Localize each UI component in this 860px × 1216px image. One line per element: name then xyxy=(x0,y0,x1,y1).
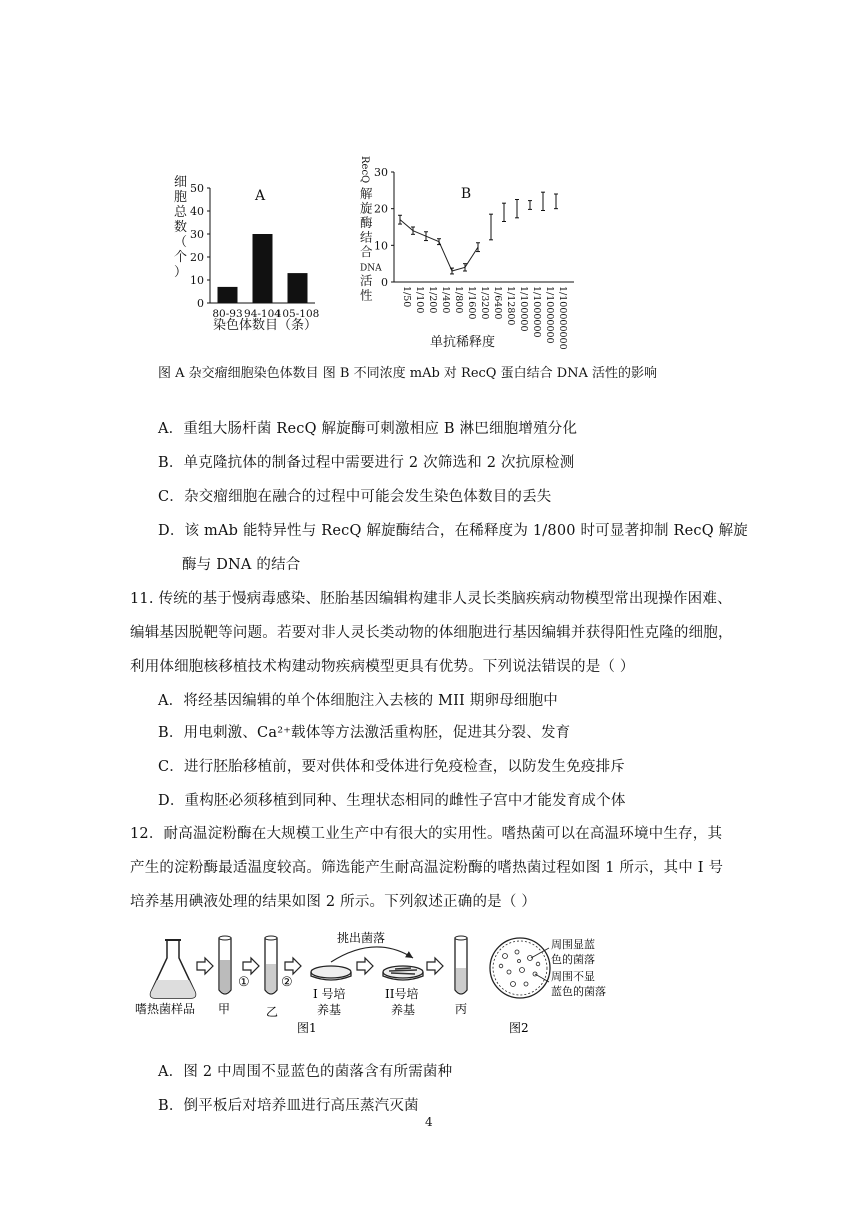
q10-option-b: B．单克隆抗体的制备过程中需要进行 2 次筛选和 2 次抗原检测 xyxy=(158,455,575,471)
x-tick-label: 1/3200 xyxy=(479,286,490,320)
q11-option-b: B．用电刺激、Ca²⁺载体等方法激活重构胚，促进其分裂、发育 xyxy=(158,725,571,741)
q12-option-b: B．倒平板后对培养皿进行高压蒸汽灭菌 xyxy=(158,1098,419,1114)
q10-option-d-cont: 酶与 DNA 的结合 xyxy=(182,557,301,573)
y-tick-label: 20 xyxy=(190,251,204,264)
q12-stem-3: 培养基用碘液处理的结果如图 2 所示。下列叙述正确的是（ ） xyxy=(130,894,537,910)
bar xyxy=(288,273,308,303)
noblue-colony-label-1: 周围不显 xyxy=(551,970,595,983)
arrow-icon xyxy=(427,958,443,974)
q12-stem-1: 12．耐高温淀粉酶在大规模工业生产中有很大的实用性。嗜热菌可以在高温环境中生存，其 xyxy=(130,826,723,842)
pick-colony-label: 挑出菌落 xyxy=(337,931,386,945)
test-tube-icon xyxy=(455,936,467,994)
x-tick-label: 1/100000000 xyxy=(557,286,568,350)
y-tick-label: 30 xyxy=(374,166,388,179)
x-tick-label: 1/200 xyxy=(427,286,438,314)
q12-stem-2: 产生的淀粉酶最适温度较高。筛选能产生耐高温淀粉酶的嗜热菌过程如图 1 所示，其中 I 号 xyxy=(130,860,724,876)
blue-colony-label-1: 周围显蓝 xyxy=(551,938,595,951)
x-axis-label: 单抗稀释度 xyxy=(430,335,496,350)
arrow-icon xyxy=(243,958,259,974)
medium-2-label-2: 养基 xyxy=(391,1003,416,1017)
noblue-colony-label-2: 蓝色的菌落 xyxy=(551,985,606,998)
x-tick-label: 105-108 xyxy=(275,308,320,320)
page-number: 4 xyxy=(425,1115,433,1129)
q10-option-a: A．重组大肠杆菌 RecQ 解旋酶可刺激相应 B 淋巴细胞增殖分化 xyxy=(158,421,578,437)
x-tick-label: 1/400 xyxy=(440,286,451,314)
x-tick-label: 1/1000000 xyxy=(531,286,542,338)
tube-c-label: 丙 xyxy=(455,1002,468,1016)
petri-dish-icon xyxy=(311,966,351,980)
y-tick-label: 10 xyxy=(190,274,204,287)
test-tube-icon xyxy=(265,936,277,994)
fig1-label: 图1 xyxy=(297,1021,317,1035)
q11-stem-2: 编辑基因脱靶等问题。若要对非人灵长类动物的体细胞进行基因编辑并获得阳性克隆的细胞， xyxy=(130,625,733,641)
x-tick-label: 94-104 xyxy=(244,308,281,320)
q11-option-c: C．进行胚胎移植前，要对供体和受体进行免疫检查，以防发生免疫排斥 xyxy=(158,759,625,775)
y-tick-label: 40 xyxy=(190,205,204,218)
y-tick-label: 30 xyxy=(190,228,204,241)
plate-icon xyxy=(490,938,550,998)
x-tick-label: 1/50 xyxy=(401,286,412,308)
x-tick-label: 80-93 xyxy=(212,308,243,320)
flask-icon xyxy=(151,940,196,998)
chart-a xyxy=(160,176,340,334)
medium-1-label-2: 养基 xyxy=(317,1003,342,1017)
step-1-label: ① xyxy=(238,975,250,990)
chart-title: A xyxy=(254,188,266,204)
arrow-icon xyxy=(285,958,301,974)
y-axis-label: 解旋酶结合 DNA 活性 xyxy=(360,186,382,303)
test-tube-icon xyxy=(219,936,231,994)
arrow-icon xyxy=(197,958,213,974)
y-tick-label: 0 xyxy=(197,297,204,310)
medium-2-label-1: II号培 xyxy=(385,987,419,1001)
step-2-label: ② xyxy=(281,975,293,990)
chart-b xyxy=(358,150,588,350)
x-tick-label: 1/1600 xyxy=(466,286,477,320)
y-axis-label-head: RecQ xyxy=(359,156,370,184)
q11-stem-3: 利用体细胞核移植技术构建动物疾病模型更具有优势。下列说法错误的是（ ） xyxy=(130,659,635,675)
petri-dish-icon xyxy=(383,966,423,980)
chart-title: B xyxy=(460,186,472,202)
x-tick-label: 1/800 xyxy=(453,286,464,314)
y-axis-label: 细胞总数（个） xyxy=(174,175,188,280)
arrow-icon xyxy=(357,958,373,974)
experiment-figure xyxy=(135,928,635,1040)
fig2-label: 图2 xyxy=(509,1021,529,1035)
x-tick-label: 1/10000000 xyxy=(544,286,555,344)
q12-option-a: A．图 2 中周围不显蓝色的菌落含有所需菌种 xyxy=(158,1064,453,1080)
bar xyxy=(218,287,238,303)
q11-option-d: D．重构胚必须移植到同种、生理状态相同的雌性子宫中才能发育成个体 xyxy=(158,793,626,809)
x-tick-label: 1/6400 xyxy=(492,286,503,320)
q10-option-d: D．该 mAb 能特异性与 RecQ 解旋酶结合，在稀释度为 1/800 时可显著抑制 RecQ 解旋 xyxy=(158,523,748,539)
x-tick-label: 1/12800 xyxy=(505,286,516,326)
bar xyxy=(253,234,273,303)
y-tick-label: 50 xyxy=(190,182,204,195)
x-tick-label: 1/100 xyxy=(414,286,425,314)
tube-b-label: 乙 xyxy=(266,1005,279,1019)
x-tick-label: 1/100000 xyxy=(518,286,529,332)
tube-a-label: 甲 xyxy=(218,1002,231,1016)
x-axis-label: 染色体数目（条） xyxy=(212,318,318,333)
blue-colony-label-2: 色的菌落 xyxy=(551,953,595,966)
figure-caption: 图 A 杂交瘤细胞染色体数目 图 B 不同浓度 mAb 对 RecQ 蛋白结合 DNA 活性的影响 xyxy=(158,366,658,381)
medium-1-label-1: I 号培 xyxy=(313,987,346,1001)
y-tick-label: 20 xyxy=(374,202,388,216)
y-tick-label: 10 xyxy=(374,239,388,253)
q11-option-a: A．将经基因编辑的单个体细胞注入去核的 MII 期卵母细胞中 xyxy=(158,693,558,709)
sample-label: 嗜热菌样品 xyxy=(135,1002,196,1016)
q10-option-c: C．杂交瘤细胞在融合的过程中可能会发生染色体数目的丢失 xyxy=(158,489,552,505)
y-tick-label: 0 xyxy=(381,276,388,289)
q11-stem-1: 11. 传统的基于慢病毒感染、胚胎基因编辑构建非人灵长类脑疾病动物模型常出现操作困难、 xyxy=(130,591,732,607)
